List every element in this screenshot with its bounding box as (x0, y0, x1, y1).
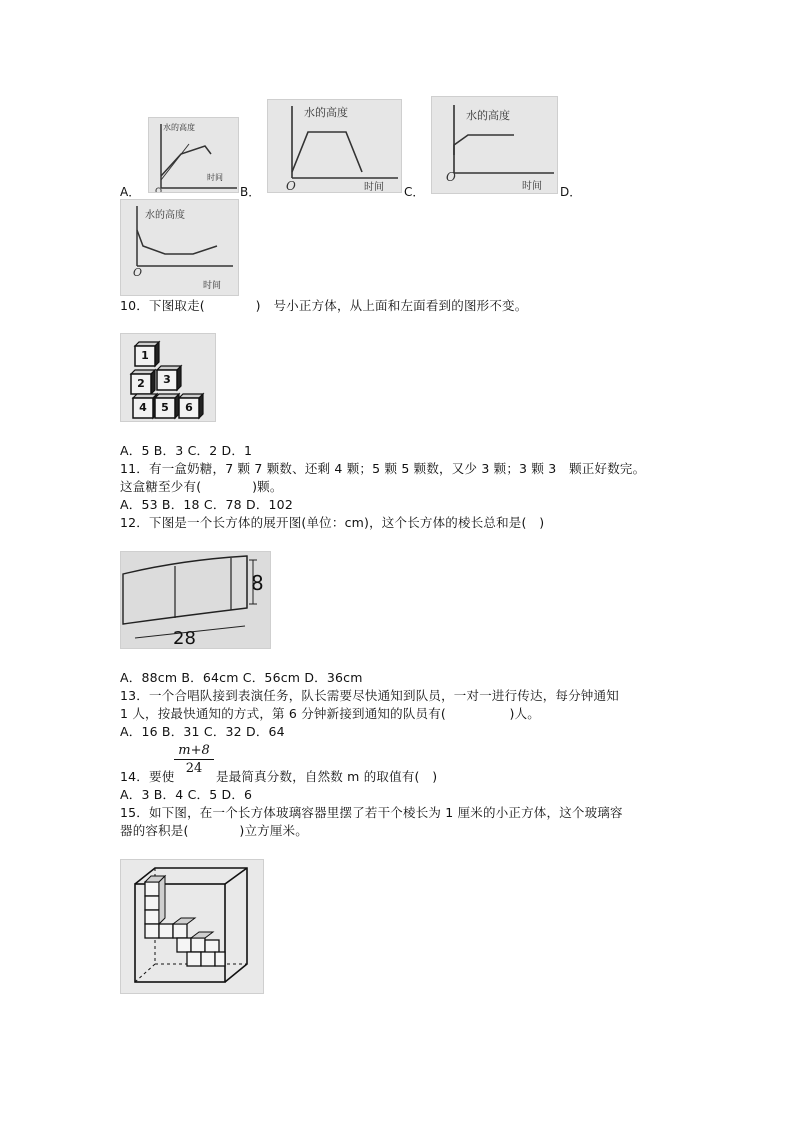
dim-length-label: 28 (173, 628, 196, 649)
option-c-label: C． (404, 185, 425, 199)
q14-fraction (174, 743, 214, 776)
cube-label-4: 4 (139, 401, 147, 414)
cube-label-1: 1 (141, 349, 149, 362)
cube-label-2: 2 (137, 377, 145, 390)
q13-options: A．16 B．31 C．32 D．64 (120, 724, 285, 739)
q13-line2: 1 人，按最快通知的方式，第 6 分钟新接到通知的队员有( )人。 (120, 706, 540, 721)
dim-height-label: 8 (251, 571, 264, 595)
q12-text: 12．下图是一个长方体的展开图(单位：cm)，这个长方体的棱长总和是( ) (120, 515, 545, 530)
q12-net-photo (120, 551, 271, 649)
q10-cubes-photo (120, 333, 216, 422)
q13-line1: 13．一个合唱队接到表演任务，队长需要尽快通知到队员，一对一进行传达，每分钟通知 (120, 688, 619, 703)
fraction-bar (174, 759, 214, 760)
graph-c-ylabel: 水的高度 (466, 109, 510, 122)
q15-container-photo (120, 859, 264, 994)
q15-line1: 15．如下图，在一个长方体玻璃容器里摆了若干个棱长为 1 厘米的小正方体，这个玻璃容 (120, 805, 623, 820)
option-d-label: D． (560, 185, 582, 199)
q11-line1: 11．有一盒奶糖，7 颗 7 颗数、还剩 4 颗；5 颗 5 颗数，又少 3 颗；3 颗 3 颗正好数完。 (120, 461, 646, 476)
q11-options: A．53 B．18 C．78 D．102 (120, 497, 293, 512)
fraction-denominator: 24 (185, 761, 203, 776)
q11-line2: 这盒糖至少有( )颗。 (120, 479, 283, 494)
graph-c-origin: O (446, 170, 456, 184)
graph-b-ylabel: 水的高度 (304, 106, 348, 119)
q14-prefix: 14．要使 (120, 769, 175, 784)
cube-label-6: 6 (185, 401, 193, 414)
graph-c-photo (431, 96, 558, 194)
graph-a-ylabel: 水的高度 (163, 123, 195, 132)
cube-label-5: 5 (161, 401, 169, 414)
graph-b-photo (267, 99, 402, 193)
cube-label-3: 3 (163, 373, 171, 386)
graph-b-origin: O (286, 179, 296, 193)
graph-a-photo (148, 117, 239, 193)
q10-text: 10．下图取走( ) 号小正方体，从上面和左面看到的图形不变。 (120, 298, 528, 313)
q12-options: A．88cm B．64cm C．56cm D．36cm (120, 670, 363, 685)
fraction-numerator: m+8 (178, 743, 210, 758)
graph-d-xlabel: 时间 (203, 281, 222, 291)
graph-a-origin: O (155, 187, 163, 194)
graph-d-photo (120, 199, 239, 296)
q14-options: A．3 B．4 C．5 D．6 (120, 787, 253, 802)
q14-suffix: 是最简真分数，自然数 m 的取值有( ) (216, 769, 438, 784)
graph-d-origin: O (133, 266, 143, 279)
option-b-label: B． (240, 185, 261, 199)
q15-line2: 器的容积是( )立方厘米。 (120, 823, 308, 838)
graph-d-ylabel: 水的高度 (145, 210, 185, 221)
option-a-label: A． (120, 185, 141, 199)
graph-c-xlabel: 时间 (522, 181, 542, 192)
graph-b-xlabel: 时间 (364, 182, 384, 193)
q10-options: A．5 B．3 C．2 D．1 (120, 443, 253, 458)
graph-a-xlabel: 时间 (207, 173, 223, 182)
